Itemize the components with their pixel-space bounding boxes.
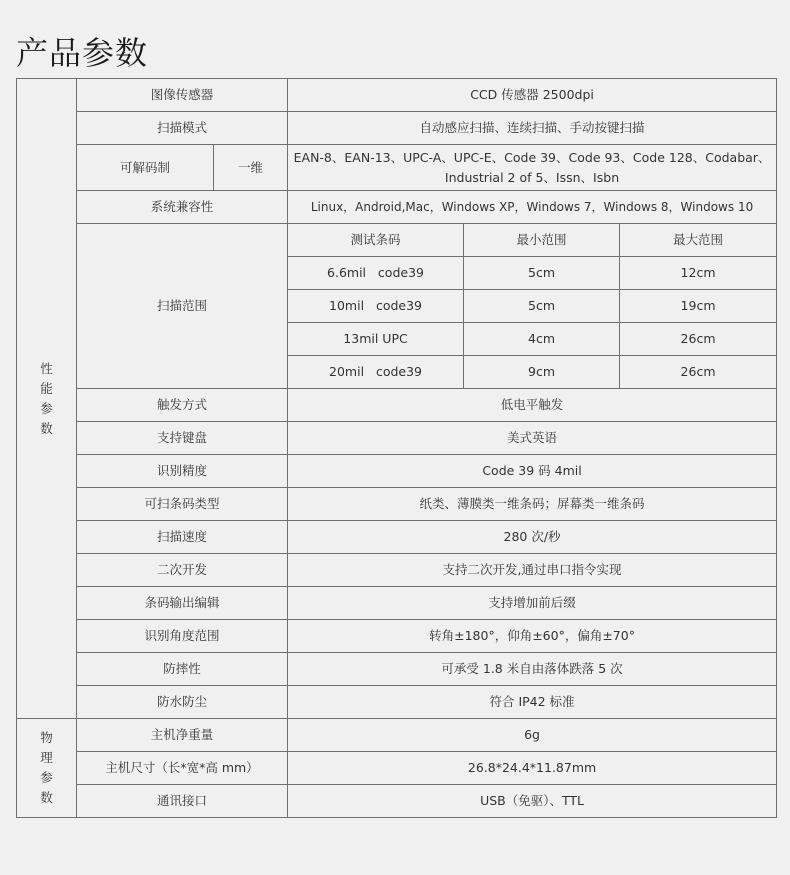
row-label: 主机净重量 bbox=[77, 719, 288, 752]
range-code: 13mil UPC bbox=[288, 323, 464, 356]
spec-table bbox=[16, 78, 777, 818]
table-row-compat bbox=[17, 191, 777, 224]
page-title: 产品参数 bbox=[16, 34, 149, 72]
category-performance: 性 能 参 数 bbox=[17, 79, 77, 719]
range-min: 5cm bbox=[464, 290, 620, 323]
row-label: 触发方式 bbox=[77, 389, 288, 422]
table-row-precision bbox=[17, 455, 777, 488]
row-value: 纸类、薄膜类一维条码；屏幕类一维条码 bbox=[288, 488, 777, 521]
table-row-dimensions bbox=[17, 752, 777, 785]
row-label: 防摔性 bbox=[77, 653, 288, 686]
range-max: 12cm bbox=[620, 257, 777, 290]
table-row-range-header bbox=[17, 224, 777, 257]
row-label: 识别精度 bbox=[77, 455, 288, 488]
range-header-min: 最小范围 bbox=[464, 224, 620, 257]
row-label: 条码输出编辑 bbox=[77, 587, 288, 620]
table-row-drop bbox=[17, 653, 777, 686]
row-value: 美式英语 bbox=[288, 422, 777, 455]
row-value: 低电平触发 bbox=[288, 389, 777, 422]
row-label: 扫描速度 bbox=[77, 521, 288, 554]
table-row-trigger bbox=[17, 389, 777, 422]
table-row-scan-mode bbox=[17, 112, 777, 145]
range-code: 20mil code39 bbox=[288, 356, 464, 389]
range-max: 26cm bbox=[620, 323, 777, 356]
row-value: 符合 IP42 标准 bbox=[288, 686, 777, 719]
row-label: 可解码制 bbox=[77, 145, 214, 191]
table-row-interface bbox=[17, 785, 777, 818]
row-label: 通讯接口 bbox=[77, 785, 288, 818]
range-max: 19cm bbox=[620, 290, 777, 323]
range-min: 9cm bbox=[464, 356, 620, 389]
table-row-secondary-dev bbox=[17, 554, 777, 587]
row-label: 系统兼容性 bbox=[77, 191, 288, 224]
row-value: 26.8*24.4*11.87mm bbox=[288, 752, 777, 785]
row-label: 扫描范围 bbox=[77, 224, 288, 389]
table-row-sensor bbox=[17, 79, 777, 112]
row-label: 扫描模式 bbox=[77, 112, 288, 145]
row-value: 280 次/秒 bbox=[288, 521, 777, 554]
range-min: 5cm bbox=[464, 257, 620, 290]
row-label: 识别角度范围 bbox=[77, 620, 288, 653]
row-value: Code 39 码 4mil bbox=[288, 455, 777, 488]
row-label: 可扫条码类型 bbox=[77, 488, 288, 521]
table-row-speed bbox=[17, 521, 777, 554]
range-code: 6.6mil code39 bbox=[288, 257, 464, 290]
range-header-code: 测试条码 bbox=[288, 224, 464, 257]
row-label: 支持键盘 bbox=[77, 422, 288, 455]
row-value: 支持增加前后缀 bbox=[288, 587, 777, 620]
range-max: 26cm bbox=[620, 356, 777, 389]
table-row-barcode-types bbox=[17, 488, 777, 521]
category-physical: 物 理 参 数 bbox=[17, 719, 77, 818]
range-code: 10mil code39 bbox=[288, 290, 464, 323]
row-value: Linux，Android,Mac，Windows XP，Windows 7，Windows 8，Windows 10 bbox=[288, 191, 777, 224]
range-header-max: 最大范围 bbox=[620, 224, 777, 257]
row-label: 二次开发 bbox=[77, 554, 288, 587]
table-row-angle bbox=[17, 620, 777, 653]
table-row-keyboard bbox=[17, 422, 777, 455]
row-value: 转角±180°，仰角±60°，偏角±70° bbox=[288, 620, 777, 653]
row-sub-label: 一维 bbox=[214, 145, 288, 191]
row-value: 可承受 1.8 米自由落体跌落 5 次 bbox=[288, 653, 777, 686]
row-value: 6g bbox=[288, 719, 777, 752]
table-row-weight bbox=[17, 719, 777, 752]
row-value: EAN-8、EAN-13、UPC-A、UPC-E、Code 39、Code 93、Code 128、Codabar、Industrial 2 of 5、Issn、Isbn bbox=[288, 145, 777, 191]
row-label: 防水防尘 bbox=[77, 686, 288, 719]
row-value: USB（免驱）、TTL bbox=[288, 785, 777, 818]
row-value: 自动感应扫描、连续扫描、手动按键扫描 bbox=[288, 112, 777, 145]
row-label: 主机尺寸（长*宽*高 mm） bbox=[77, 752, 288, 785]
range-min: 4cm bbox=[464, 323, 620, 356]
row-label: 图像传感器 bbox=[77, 79, 288, 112]
table-row-output-edit bbox=[17, 587, 777, 620]
table-row-waterproof bbox=[17, 686, 777, 719]
row-value: 支持二次开发,通过串口指令实现 bbox=[288, 554, 777, 587]
table-row-decode bbox=[17, 145, 777, 191]
row-value: CCD 传感器 2500dpi bbox=[288, 79, 777, 112]
